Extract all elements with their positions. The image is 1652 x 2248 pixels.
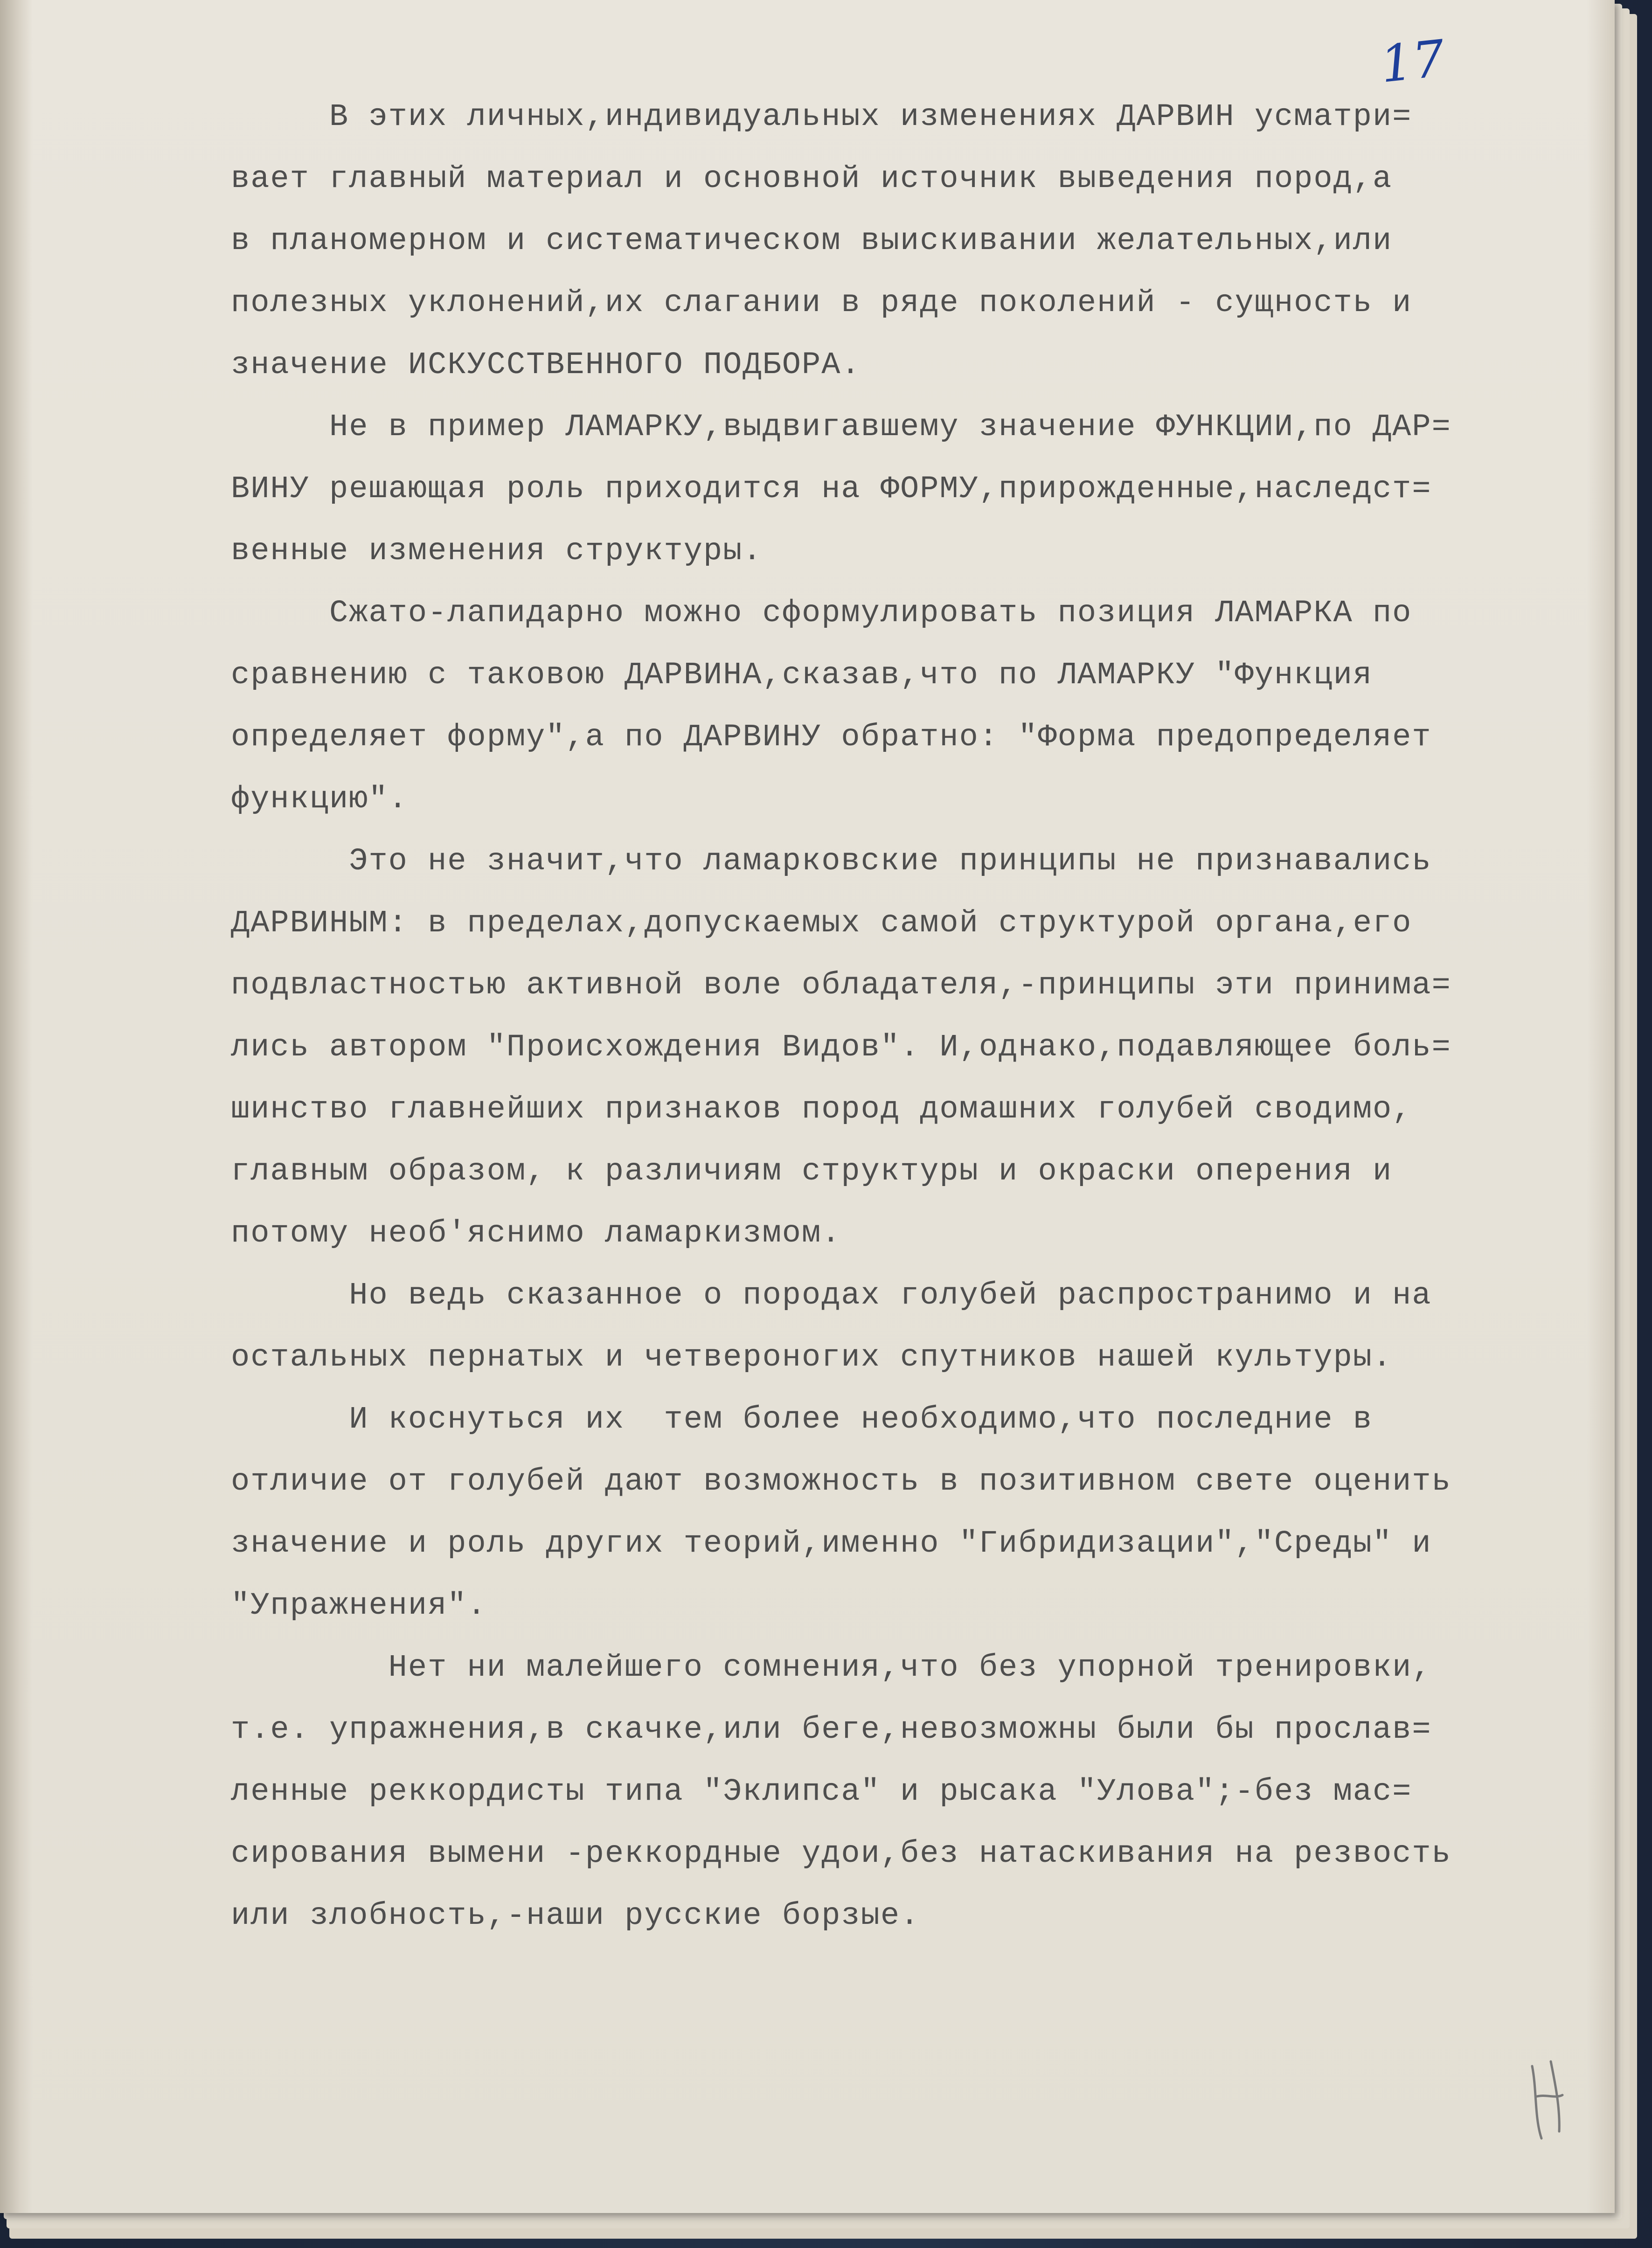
page-right-edge bbox=[1587, 0, 1615, 2213]
text-line: значение и роль других теорий,именно "Гибридизации","Среды" и bbox=[231, 1526, 1432, 1561]
text-line: потому необ'яснимо ламаркизмом. bbox=[231, 1216, 841, 1251]
text-line: "Упражнения". bbox=[231, 1588, 487, 1624]
text-line: Нет ни малейшего сомнения,что без упорной тренировки, bbox=[231, 1650, 1432, 1686]
text-line: полезных уклонений,их слагании в ряде поколений - сущность и bbox=[231, 285, 1412, 321]
text-line: отличие от голубей дают возможность в позитивном свете оценить bbox=[231, 1464, 1451, 1499]
text-line: в планомерном и систематическом выискивании желательных,или bbox=[231, 223, 1393, 259]
text-line: лись автором "Происхождения Видов". И,однако,подавляющее боль= bbox=[231, 1030, 1451, 1065]
text-line: главным образом, к различиям структуры и окраски оперения и bbox=[231, 1154, 1393, 1189]
text-line: значение ИСКУССТВЕННОГО ПОДБОРА. bbox=[231, 347, 861, 383]
pencil-mark-icon bbox=[1523, 2052, 1574, 2145]
text-line: определяет форму",а по ДАРВИНУ обратно: "Форма предопределяет bbox=[231, 720, 1432, 755]
text-line: Сжато-лапидарно можно сформулировать позиция ЛАМАРКА по bbox=[231, 596, 1412, 631]
text-line: подвластностью активной воле обладателя,-принципы эти принима= bbox=[231, 968, 1451, 1003]
text-line: венные изменения структуры. bbox=[231, 534, 763, 569]
text-line: сравнению с таковою ДАРВИНА,сказав,что по ЛАМАРКУ "Функция bbox=[231, 658, 1373, 693]
text-line: сирования вымени -реккордные удои,без натаскивания на резвость bbox=[231, 1836, 1451, 1872]
text-line: ДАРВИНЫМ: в пределах,допускаемых самой структурой органа,его bbox=[231, 906, 1412, 941]
handwritten-page-number: 17 bbox=[1377, 29, 1448, 94]
text-line: Не в пример ЛАМАРКУ,выдвигавшему значение ФУНКЦИИ,по ДАР= bbox=[231, 409, 1451, 445]
text-line: И коснуться их тем более необходимо,что последние в bbox=[231, 1402, 1373, 1437]
page-binding-edge bbox=[0, 0, 33, 2213]
text-line: ленные реккордисты типа "Эклипса" и рысака "Улова";-без мас= bbox=[231, 1774, 1412, 1810]
text-line: или злобность,-наши русские борзые. bbox=[231, 1898, 920, 1934]
text-line: Но ведь сказанное о породах голубей распространимо и на bbox=[231, 1278, 1432, 1313]
text-line: вает главный материал и основной источник выведения пород,а bbox=[231, 161, 1393, 197]
text-line: функцию". bbox=[231, 782, 408, 817]
text-line: В этих личных,индивидуальных изменениях ДАРВИН усматри= bbox=[231, 99, 1412, 135]
text-line: Это не значит,что ламарковские принципы не признавались bbox=[231, 844, 1432, 879]
text-line: ВИНУ решающая роль приходится на ФОРМУ,прирожденные,наследст= bbox=[231, 472, 1432, 507]
text-line: т.е. упражнения,в скачке,или беге,невозможны были бы прослав= bbox=[231, 1712, 1432, 1748]
text-line: остальных пернатых и четвероногих спутников нашей культуры. bbox=[231, 1340, 1393, 1375]
text-line: шинство главнейших признаков пород домашних голубей сводимо, bbox=[231, 1092, 1412, 1127]
